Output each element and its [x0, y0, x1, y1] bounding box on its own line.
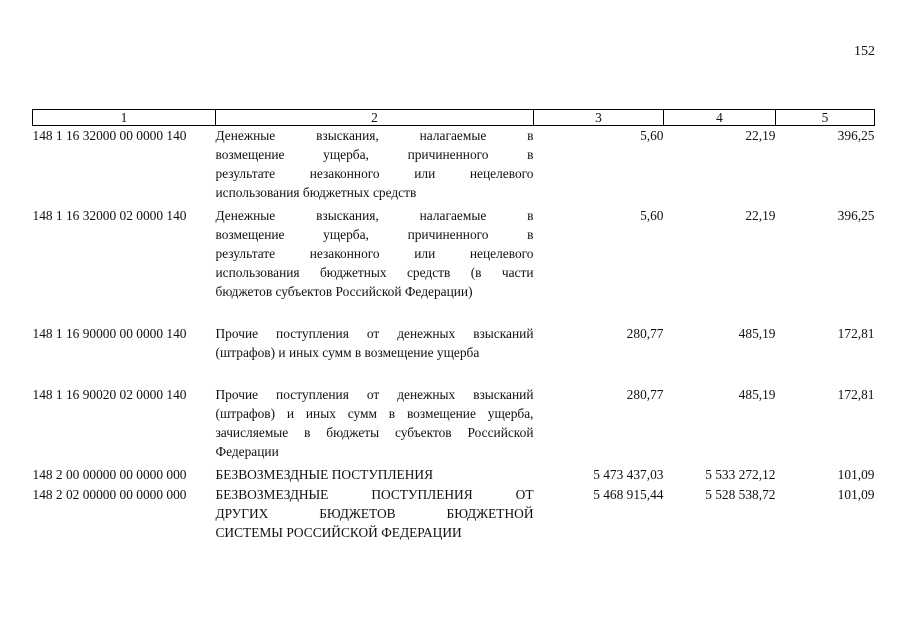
value-col3: 280,77	[626, 326, 664, 341]
budget-code: 148 1 16 32000 02 0000 140	[32, 208, 187, 223]
budget-code: 148 2 02 00000 00 0000 000	[32, 487, 187, 502]
budget-code: 148 1 16 90020 02 0000 140	[32, 387, 187, 402]
table-row	[33, 126, 875, 207]
value-col5: 101,09	[837, 467, 875, 482]
description-line: использования бюджетных средств	[215, 185, 417, 200]
value-col5: 101,09	[837, 487, 875, 502]
row-description	[216, 126, 534, 207]
column-header-2: 2	[216, 110, 534, 126]
row-description	[216, 206, 534, 324]
budget-code: 148 2 00 00000 00 0000 000	[32, 467, 187, 482]
row-description	[216, 465, 534, 485]
description-line: Федерации	[215, 444, 279, 459]
description-line: СИСТЕМЫ РОССИЙСКОЙ ФЕДЕРАЦИИ	[215, 525, 462, 540]
description-line: (штрафов) и иных сумм в возмещение ущерба,	[215, 406, 534, 421]
column-header-5: 5	[776, 110, 875, 126]
value-col3: 5 473 437,03	[593, 467, 664, 482]
column-header-4: 4	[664, 110, 776, 126]
value-col4: 485,19	[738, 387, 776, 402]
description-line: результате незаконного или нецелевого	[215, 246, 534, 261]
description-line: Денежные взыскания, налагаемые в	[215, 208, 534, 223]
description-line: (штрафов) и иных сумм в возмещение ущерба	[215, 345, 480, 360]
value-col5: 172,81	[837, 326, 875, 341]
row-description	[216, 485, 534, 542]
value-col5: 396,25	[837, 208, 875, 223]
description-line: результате незаконного или нецелевого	[215, 166, 534, 181]
table-header-row	[33, 110, 875, 126]
row-description	[216, 385, 534, 465]
table-row	[33, 385, 875, 465]
budget-code: 148 1 16 90000 00 0000 140	[32, 326, 187, 341]
table-row	[33, 206, 875, 324]
value-col3: 5,60	[640, 128, 664, 143]
column-header-3: 3	[534, 110, 664, 126]
page-number: 152	[854, 44, 875, 59]
description-line: Прочие поступления от денежных взысканий	[215, 326, 534, 341]
budget-table	[32, 109, 875, 542]
table-row	[33, 465, 875, 485]
description-line: БЕЗВОЗМЕЗДНЫЕ ПОСТУПЛЕНИЯ	[215, 467, 433, 482]
description-line: ДРУГИХ БЮДЖЕТОВ БЮДЖЕТНОЙ	[215, 506, 534, 521]
description-line: БЕЗВОЗМЕЗДНЫЕ ПОСТУПЛЕНИЯ ОТ	[215, 487, 534, 502]
description-line: возмещение ущерба, причиненного в	[215, 147, 534, 162]
value-col5: 396,25	[837, 128, 875, 143]
description-line: Прочие поступления от денежных взысканий	[215, 387, 534, 402]
value-col4: 5 533 272,12	[705, 467, 776, 482]
description-line: зачисляемые в бюджеты субъектов Российской	[215, 425, 534, 440]
description-line: использования бюджетных средств (в части	[215, 265, 534, 280]
table-row	[33, 485, 875, 542]
value-col4: 485,19	[738, 326, 776, 341]
value-col4: 22,19	[745, 208, 776, 223]
value-col4: 5 528 538,72	[705, 487, 776, 502]
value-col3: 280,77	[626, 387, 664, 402]
column-header-1: 1	[33, 110, 216, 126]
value-col4: 22,19	[745, 128, 776, 143]
row-description	[216, 324, 534, 385]
value-col5: 172,81	[837, 387, 875, 402]
description-line: бюджетов субъектов Российской Федерации)	[215, 284, 473, 299]
budget-code: 148 1 16 32000 00 0000 140	[32, 128, 187, 143]
value-col3: 5 468 915,44	[593, 487, 664, 502]
table-row	[33, 324, 875, 385]
description-line: Денежные взыскания, налагаемые в	[215, 128, 534, 143]
value-col3: 5,60	[640, 208, 664, 223]
description-line: возмещение ущерба, причиненного в	[215, 227, 534, 242]
